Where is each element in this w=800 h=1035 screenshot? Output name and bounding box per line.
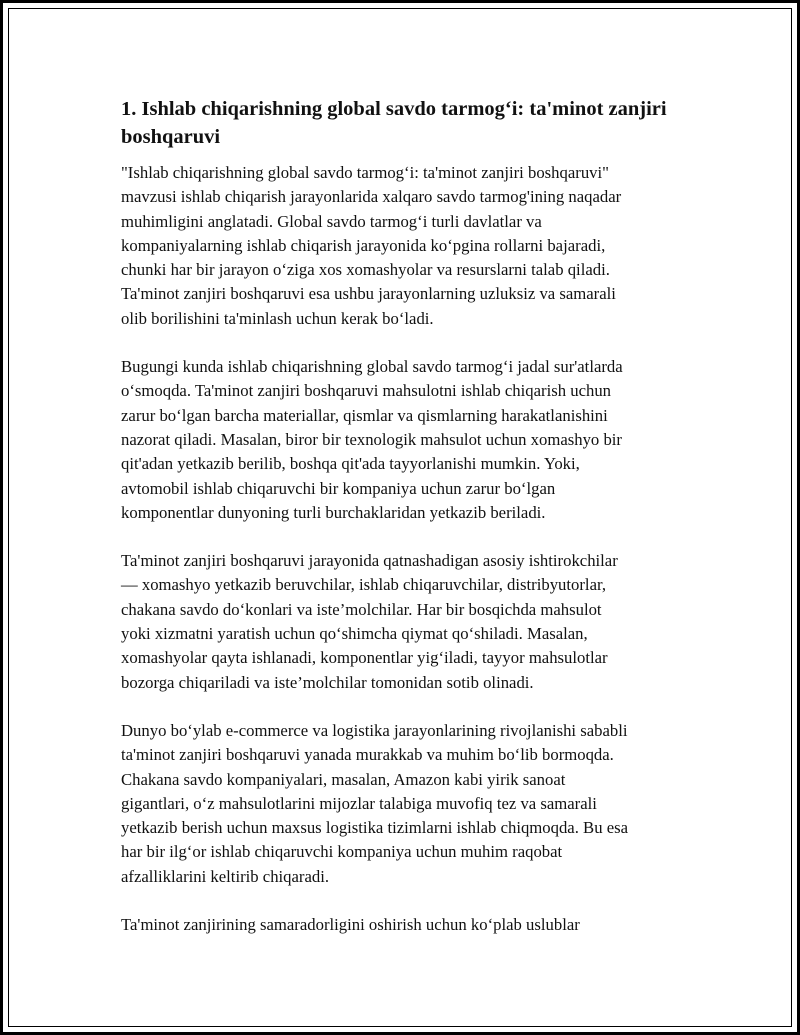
paragraph-4: Dunyo bo‘ylab e-commerce va logistika jarayonlarining rivojlanishi sababli ta'minot zanjiri boshqaruvi yanada murakkab va muhim bo‘lib bormoqda. Chakana savdo kompaniyalari, masalan, Amazon kabi yirik sanoat gigantlari, o‘z mahsulotlarini mijozlar talabiga muvofiq tez va samarali yetkazib berish uchun maxsus logistika tizimlarni ishlab chiqmoqda. Bu esa har bir ilg‘or ishlab chiqaruvchi kompaniya uchun muhim raqobat afzalliklarini keltirib chiqaradi.: [121, 720, 629, 886]
section-heading: 1. Ishlab chiqarishning global savdo tarmog‘i: ta'minot zanjiri boshqaruvi: [121, 98, 667, 148]
paragraph-2: Bugungi kunda ishlab chiqarishning global savdo tarmog‘i jadal sur'atlarda o‘smoqda. Ta'minot zanjiri boshqaruvi mahsulotni ishlab chiqarish uchun zarur bo‘lgan barcha materiallar, qismlar va qismlarning harakatlanishini nazorat qiladi. Masalan, biror bir texnologik mahsulot uchun xomashyo bir qit'adan yetkazib berilib, boshqa qit'ada tayyorlanishi mumkin. Yoki, avtomobil ishlab chiqaruvchi bir kompaniya uchun zarur bo‘lgan komponentlar dunyoning turli burchaklaridan yetkazib beriladi.: [121, 357, 623, 522]
document-content: [121, 95, 687, 961]
paragraph-3: Ta'minot zanjiri boshqaruvi jarayonida qatnashadigan asosiy ishtirokchilar — xomashyo yetkazib beruvchilar, ishlab chiqaruvchilar, distribyutorlar, chakana savdo do‘konlari va iste’molchilar. Har bir bosqichda mahsulot yoki xizmatni yaratish uchun qo‘shimcha qiymat qo‘shiladi. Masalan, xomashyolar qayta ishlanadi, komponentlar yig‘iladi, tayyor mahsulotlar bozorga chiqariladi va iste’molchilar tomonidan sotib olinadi.: [121, 551, 618, 692]
paragraph-5: Ta'minot zanjirining samaradorligini oshirish uchun ko‘plab uslublar: [121, 915, 580, 935]
paragraph-1: "Ishlab chiqarishning global savdo tarmog‘i: ta'minot zanjiri boshqaruvi" mavzusi ishlab chiqarish jarayonlarida xalqaro savdo tarmog'ining naqadar muhimligini anglatadi. Global savdo tarmog‘i turli davlatlar va kompaniyalarning ishlab chiqarish jarayonida ko‘pgina rollarni bajaradi, chunki har bir jarayon o‘ziga xos xomashyolar va resurslarni talab qiladi. Ta'minot zanjiri boshqaruvi esa ushbu jarayonlarning uzluksiz va samarali olib borilishini ta'minlash uchun kerak bo‘ladi.: [121, 163, 622, 328]
